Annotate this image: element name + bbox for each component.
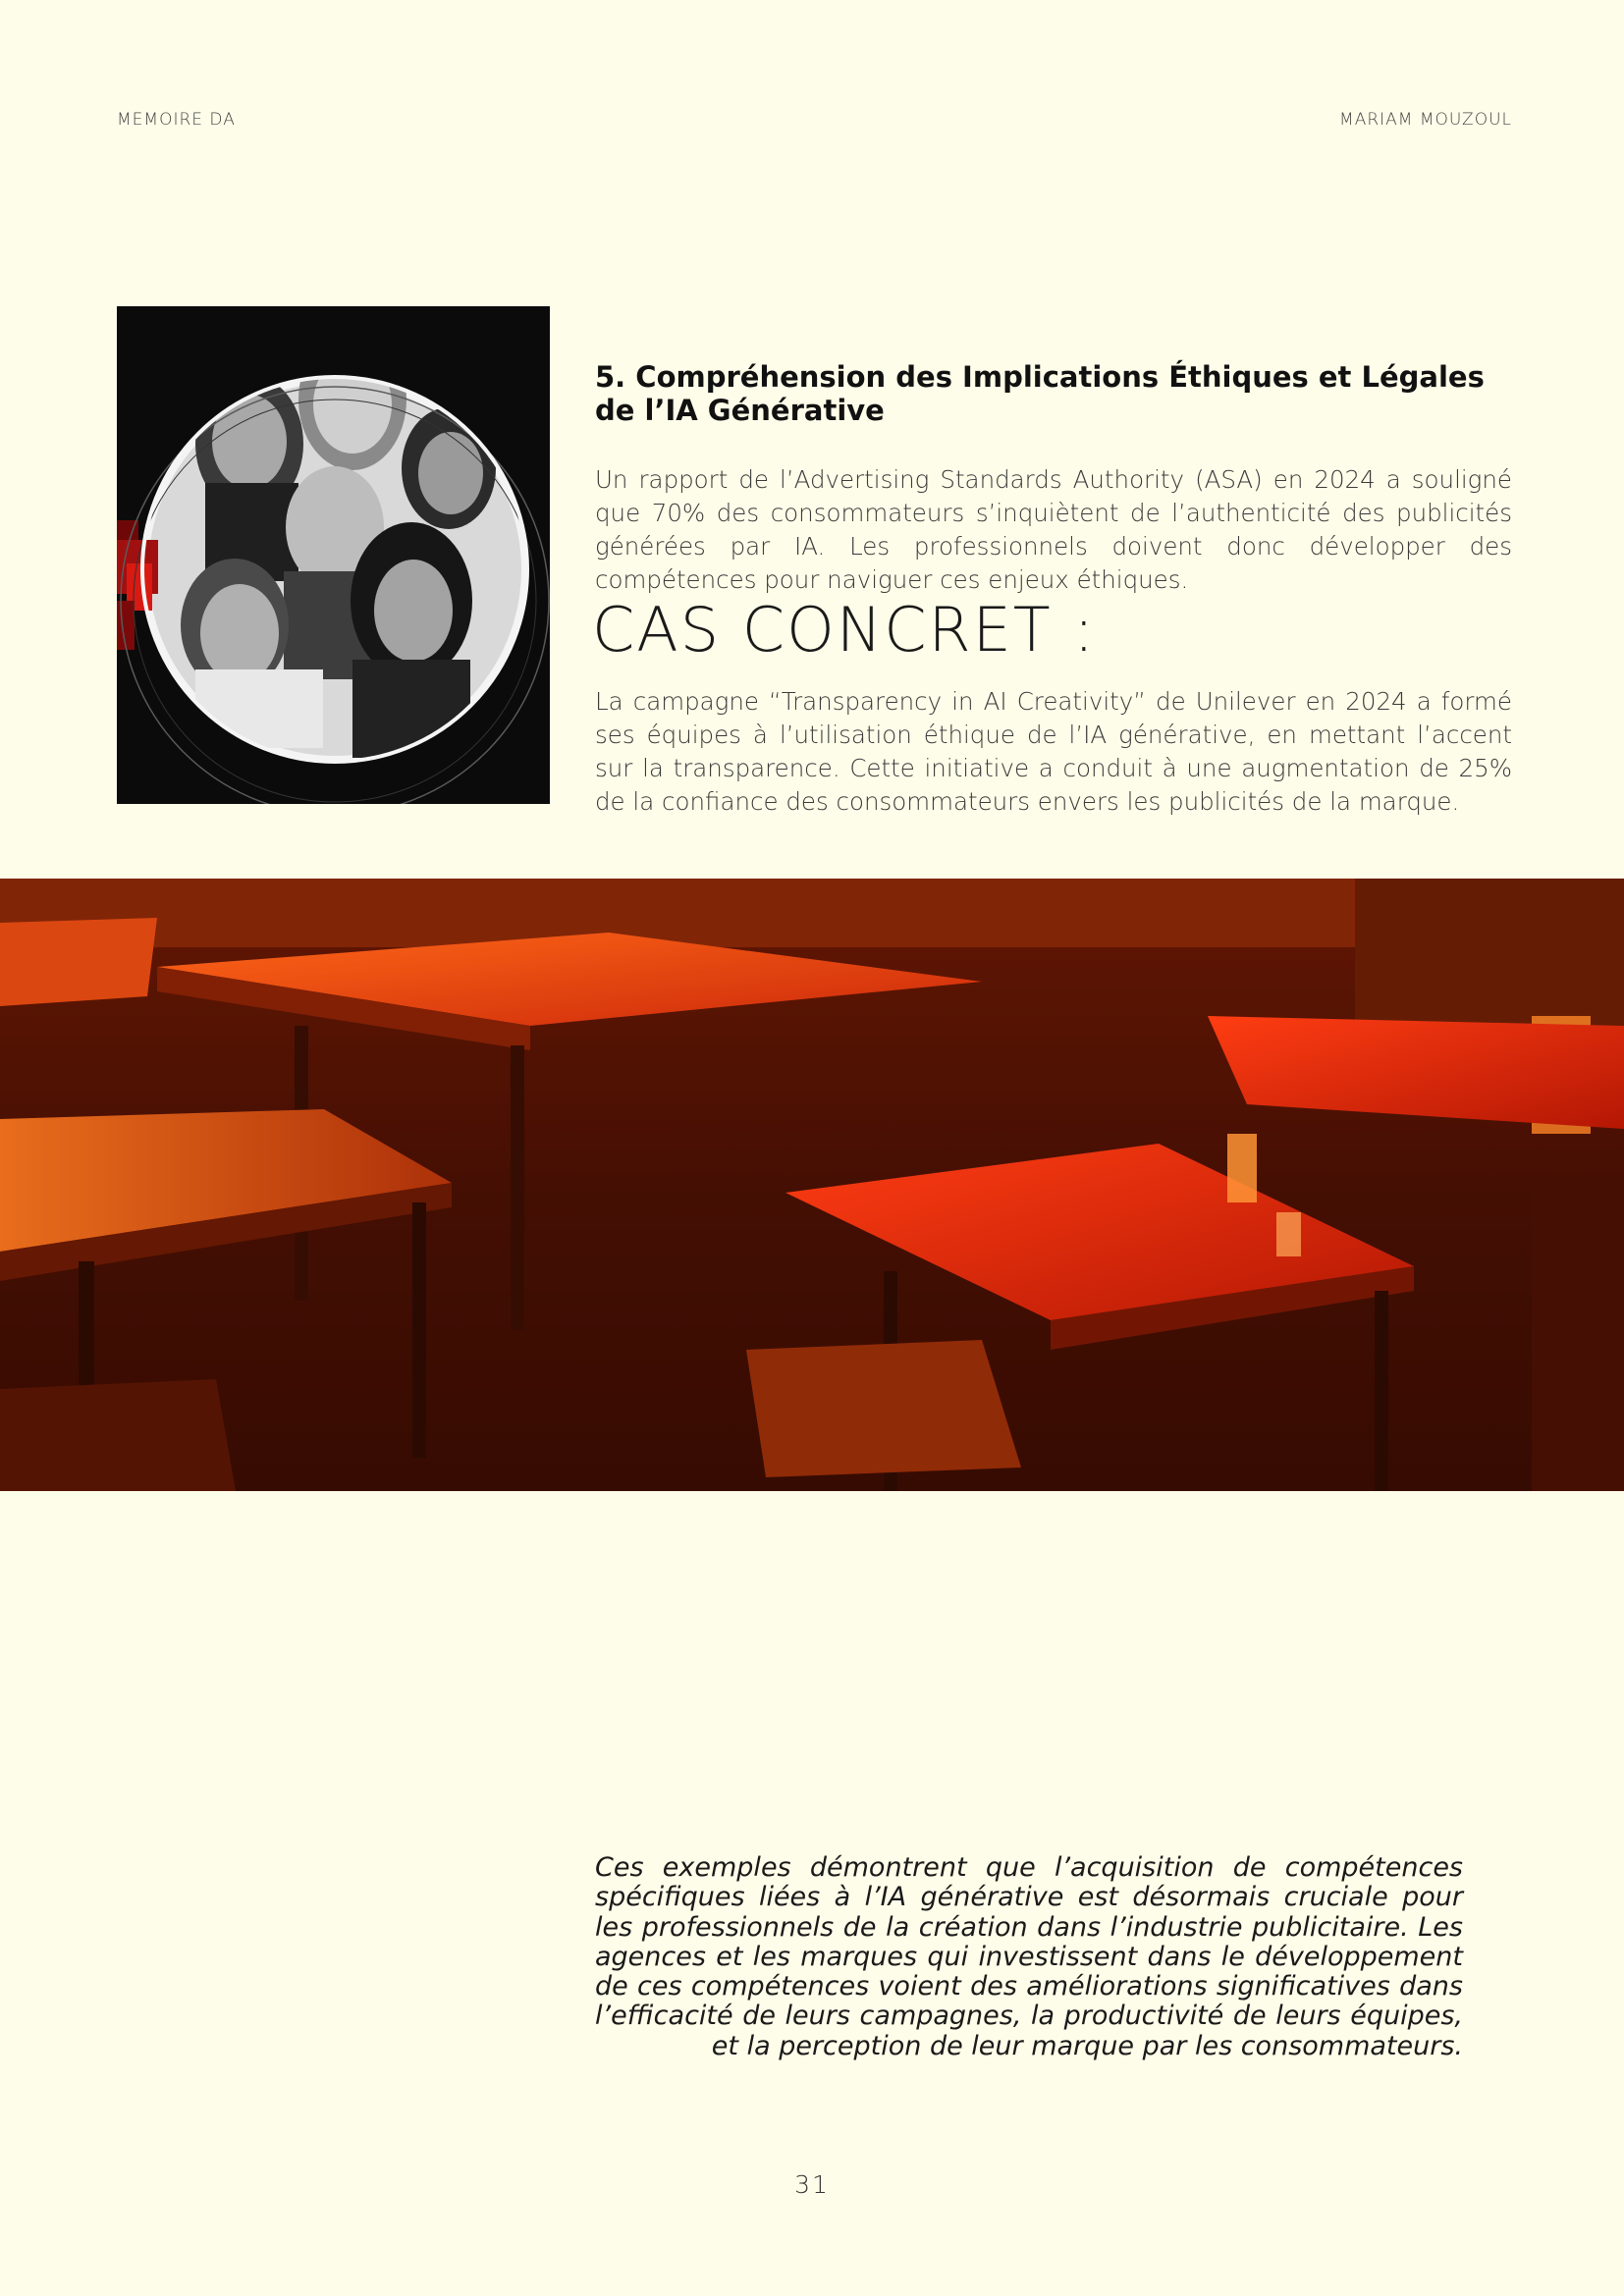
page-number: 31 (794, 2170, 830, 2199)
running-header-left: MEMOIRE DA (117, 110, 236, 130)
case-study-heading: CAS CONCRET : (592, 594, 1097, 666)
restaurant-tables-banner-image (0, 879, 1624, 1491)
section-title: 5. Compréhension des Implications Éthiques et Légales de l’IA Générative (595, 360, 1485, 427)
conclusion-paragraph: Ces exemples démontrent que l’acquisition de compétences spécifiques liées à l’IA générative est désormais cruciale pour les professionnels de la création dans l’industrie publicitaire. Les agences et les marques qui investissent dans le développement de ces compétences voient des améliorations significatives dans l’efficacité de leurs campagnes, la productivité de leurs équipes, et la perception de leur marque par les consommateurs. (595, 1852, 1463, 2061)
paragraph-asa-report: Un rapport de l’Advertising Standards Authority (ASA) en 2024 a souligné que 70% des consommateurs s’inquiètent de l’authenticité des publicités générées par IA. Les professionnels doivent donc développer des compétences pour naviguer ces enjeux éthiques. (595, 465, 1512, 594)
running-header-right: MARIAM MOUZOUL (1339, 110, 1512, 130)
portrait-collage-image (117, 306, 550, 804)
paragraph-unilever-case: La campagne “Transparency in AI Creativity” de Unilever en 2024 a formé ses équipes à l’utilisation éthique de l’IA générative, en mettant l’accent sur la transparence. Cette initiative a conduit à une augmentation de 25% de la confiance des consommateurs envers les publicités de la marque. (595, 687, 1512, 816)
